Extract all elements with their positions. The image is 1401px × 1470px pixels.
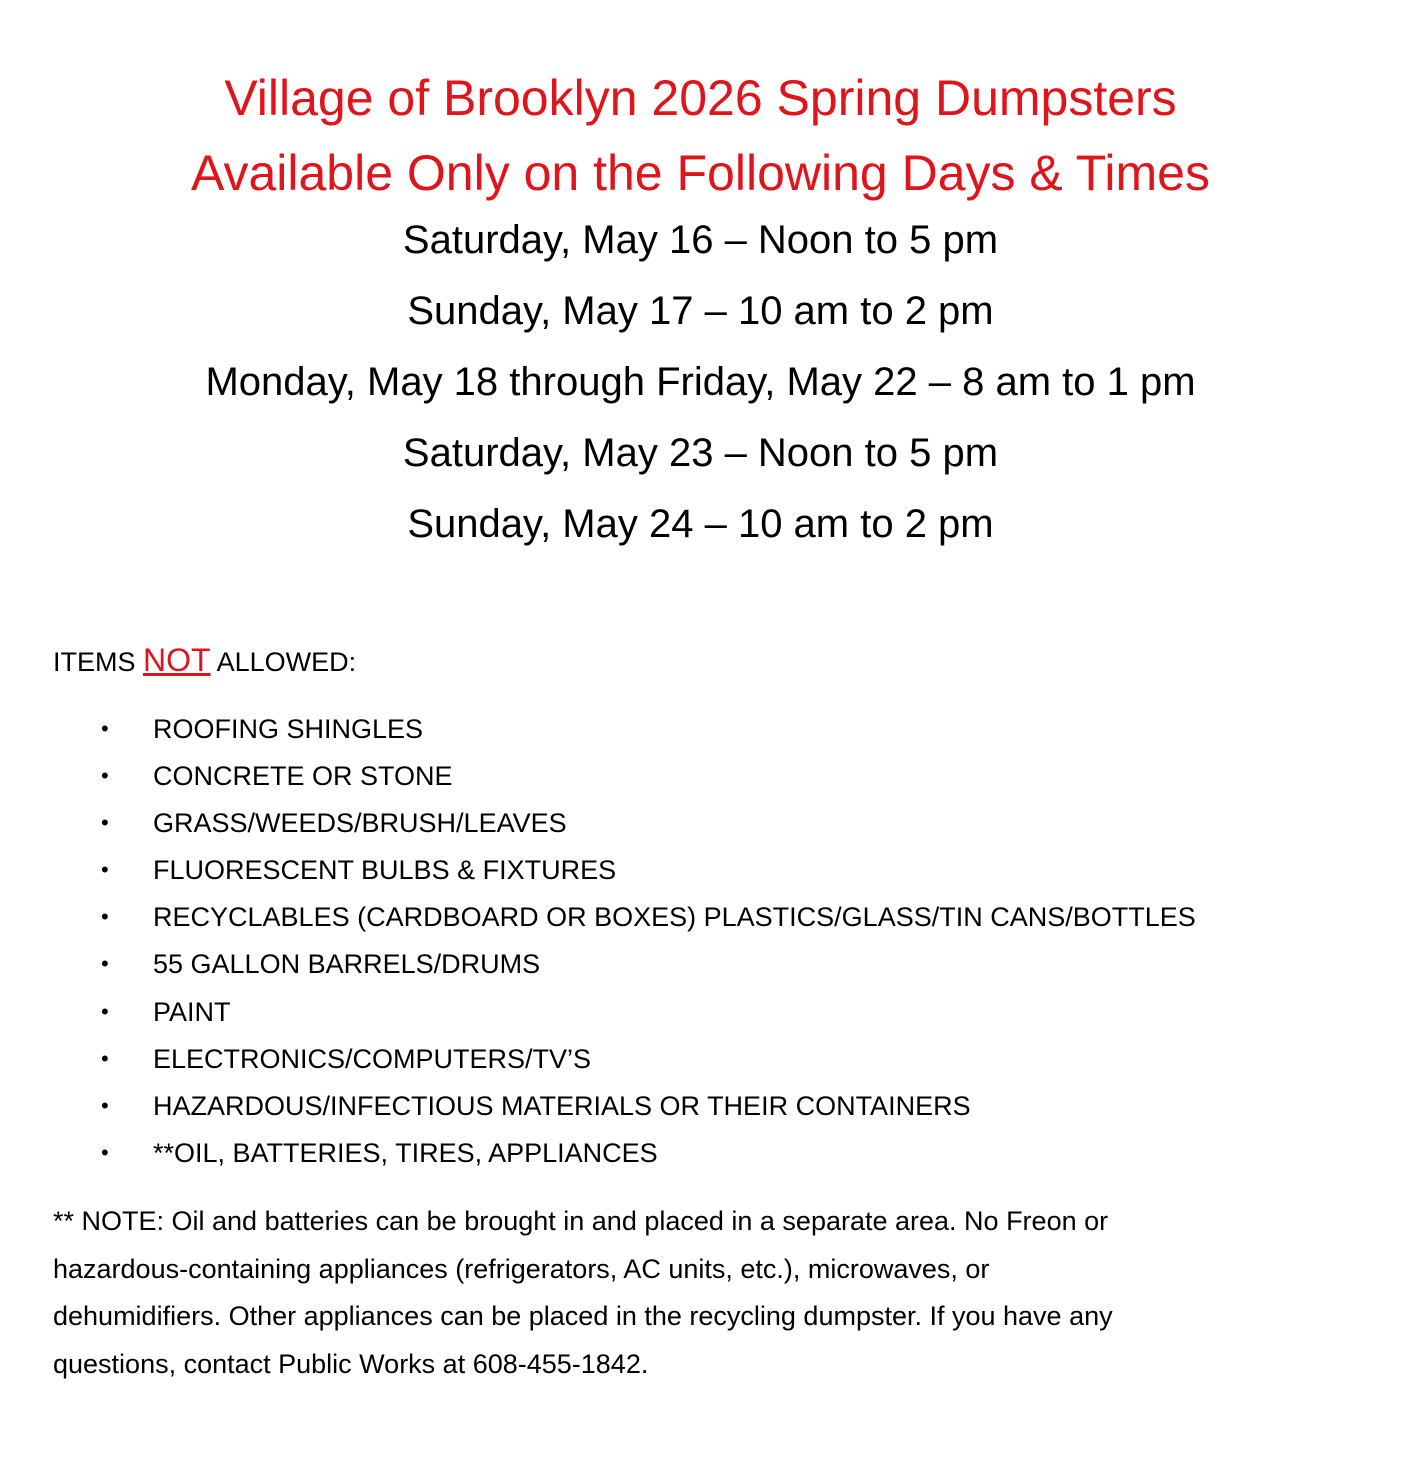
list-item: [0, 801, 1401, 848]
bullet-icon: •: [101, 951, 109, 977]
list-item-text: 55 GALLON BARRELS/DRUMS: [153, 949, 541, 980]
list-item-text: HAZARDOUS/INFECTIOUS MATERIALS OR THEIR CONTAINERS: [153, 1090, 971, 1121]
bullet-icon: •: [101, 1045, 109, 1071]
list-item: [0, 895, 1401, 942]
note-line: ** NOTE: Oil and batteries can be brought in and placed in a separate area. No Freon or: [53, 1206, 1109, 1236]
note-line: hazardous-containing appliances (refrigerators, AC units, etc.), microwaves, or: [53, 1253, 990, 1284]
heading-prefix: ITEMS: [53, 647, 136, 677]
bullet-icon: •: [101, 763, 109, 789]
bullet-icon: •: [101, 904, 109, 930]
schedule-item: Monday, May 18 through Friday, May 22 – 8 am to 1 pm: [205, 360, 1196, 404]
list-item: [0, 942, 1401, 989]
bullet-icon: •: [101, 998, 109, 1024]
schedule-list: [0, 212, 1401, 567]
list-item-text: RECYCLABLES (CARDBOARD OR BOXES) PLASTICS/GLASS/TIN CANS/BOTTLES: [153, 902, 1196, 933]
schedule-item: Saturday, May 23 – Noon to 5 pm: [402, 431, 999, 475]
bullet-icon: •: [101, 810, 109, 836]
list-item-text: PAINT: [153, 996, 231, 1027]
list-item: [0, 707, 1401, 754]
bullet-icon: •: [101, 716, 109, 741]
list-item-text: ROOFING SHINGLES: [153, 714, 424, 744]
list-item: [0, 1131, 1401, 1178]
list-item: [0, 754, 1401, 801]
list-item-text: **OIL, BATTERIES, TIRES, APPLIANCES: [153, 1137, 658, 1168]
bullet-icon: •: [101, 857, 109, 883]
flyer-title-line-1: Village of Brooklyn 2026 Spring Dumpsters: [224, 70, 1177, 126]
list-item: [0, 1084, 1401, 1131]
list-item: [0, 1037, 1401, 1084]
bullet-icon: •: [101, 1139, 109, 1165]
schedule-item: Sunday, May 24 – 10 am to 2 pm: [407, 502, 994, 546]
heading-suffix: ALLOWED:: [216, 647, 357, 677]
list-item: [0, 848, 1401, 895]
bullet-icon: •: [101, 1092, 109, 1118]
items-not-allowed-heading: [53, 640, 356, 682]
list-item-text: FLUORESCENT BULBS & FIXTURES: [153, 855, 617, 886]
list-item-text: GRASS/WEEDS/BRUSH/LEAVES: [153, 808, 567, 839]
heading-emphasis: NOT: [143, 642, 211, 678]
note-line: dehumidifiers. Other appliances can be placed in the recycling dumpster. If you have any: [53, 1301, 1113, 1331]
list-item-text: CONCRETE OR STONE: [153, 761, 453, 792]
schedule-item: Sunday, May 17 – 10 am to 2 pm: [407, 289, 994, 333]
items-not-allowed-list: [0, 707, 1401, 1178]
list-item: [0, 990, 1401, 1037]
list-item-text: ELECTRONICS/COMPUTERS/TV’S: [153, 1043, 592, 1074]
schedule-item: Saturday, May 16 – Noon to 5 pm: [402, 218, 999, 262]
note-paragraph: [53, 1198, 1353, 1388]
flyer-title-line-2: Available Only on the Following Days & Times: [191, 145, 1210, 201]
note-line: questions, contact Public Works at 608-455-1842.: [53, 1348, 649, 1379]
